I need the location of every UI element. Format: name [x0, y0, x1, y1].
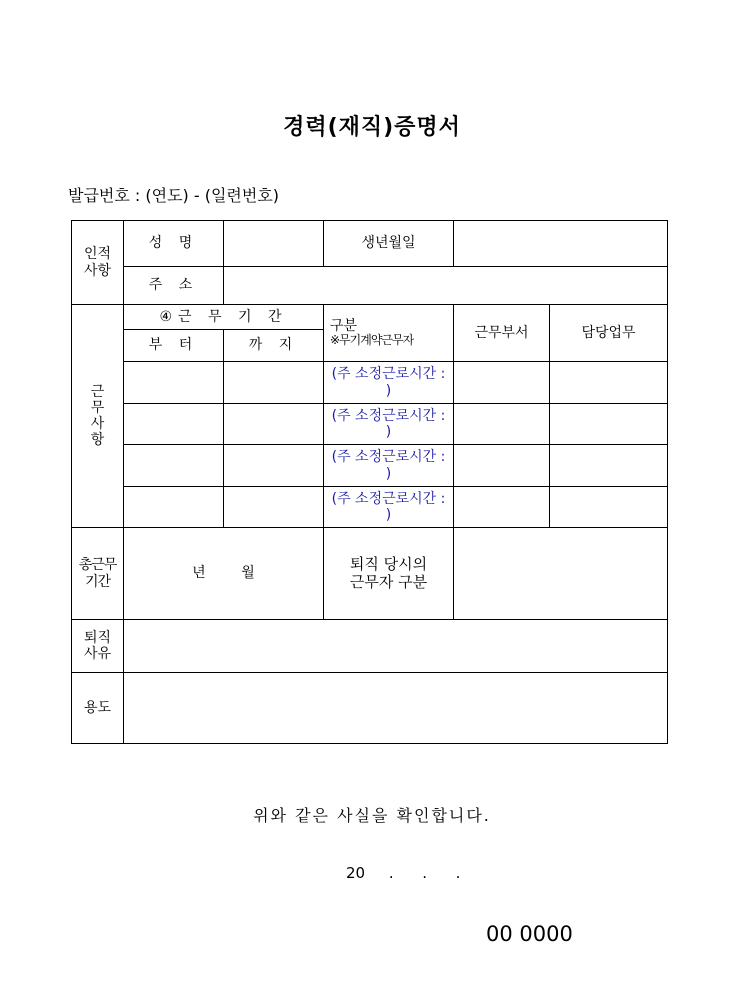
to-value[interactable] [224, 487, 324, 528]
duty-header: 담당업무 [550, 305, 668, 362]
purpose-value[interactable] [124, 673, 668, 744]
gubun-label: 구분 [330, 318, 358, 335]
retire-reason-value[interactable] [124, 620, 668, 673]
period-header: ④근 무 기 간 [124, 305, 324, 330]
document-title: 경력(재직)증명서 [283, 115, 461, 140]
from-label: 부 터 [124, 330, 224, 362]
to-value[interactable] [224, 445, 324, 487]
from-value[interactable] [124, 487, 224, 528]
from-value[interactable] [124, 404, 224, 445]
duty-value[interactable] [550, 404, 668, 445]
address-value[interactable] [224, 267, 668, 305]
dept-value[interactable] [454, 487, 550, 528]
duty-value[interactable] [550, 362, 668, 404]
total-period-label: 총근무 기간 [72, 528, 124, 620]
issue-number: 발급번호 : (연도) - (일련번호) [68, 186, 280, 205]
dept-header: 근무부서 [454, 305, 550, 362]
dept-value[interactable] [454, 404, 550, 445]
from-value[interactable] [124, 362, 224, 404]
gubun-sub-label: ※무기계약근무자 [330, 333, 414, 348]
dept-value[interactable] [454, 445, 550, 487]
birth-value[interactable] [454, 221, 668, 267]
weekly-hours: (주 소정근로시간 : ) [324, 445, 454, 487]
duty-value[interactable] [550, 445, 668, 487]
weekly-hours: (주 소정근로시간 : ) [324, 362, 454, 404]
to-value[interactable] [224, 404, 324, 445]
to-value[interactable] [224, 362, 324, 404]
retire-type-label: 퇴직 당시의 근무자 구분 [324, 528, 454, 620]
work-section-label: 근 무 사 항 [72, 305, 124, 528]
issuer-name: 00 0000 [486, 922, 573, 946]
to-label: 까 지 [224, 330, 324, 362]
address-label: 주 소 [124, 267, 224, 305]
purpose-label: 용도 [72, 673, 124, 744]
retire-reason-label: 퇴직 사유 [72, 620, 124, 673]
certificate-table [71, 220, 668, 744]
name-label: 성 명 [124, 221, 224, 267]
duty-value[interactable] [550, 487, 668, 528]
weekly-hours: (주 소정근로시간 : ) [324, 404, 454, 445]
issue-date[interactable]: 20 . . . [346, 864, 461, 882]
personal-section-label: 인적 사항 [72, 221, 124, 305]
name-value[interactable] [224, 221, 324, 267]
total-period-value[interactable]: 년 월 [124, 528, 324, 620]
weekly-hours: (주 소정근로시간 : ) [324, 487, 454, 528]
gubun-header [324, 305, 454, 362]
retire-type-value[interactable] [454, 528, 668, 620]
birth-label: 생년월일 [324, 221, 454, 267]
dept-value[interactable] [454, 362, 550, 404]
confirmation-text: 위와 같은 사실을 확인합니다. [253, 806, 491, 825]
from-value[interactable] [124, 445, 224, 487]
